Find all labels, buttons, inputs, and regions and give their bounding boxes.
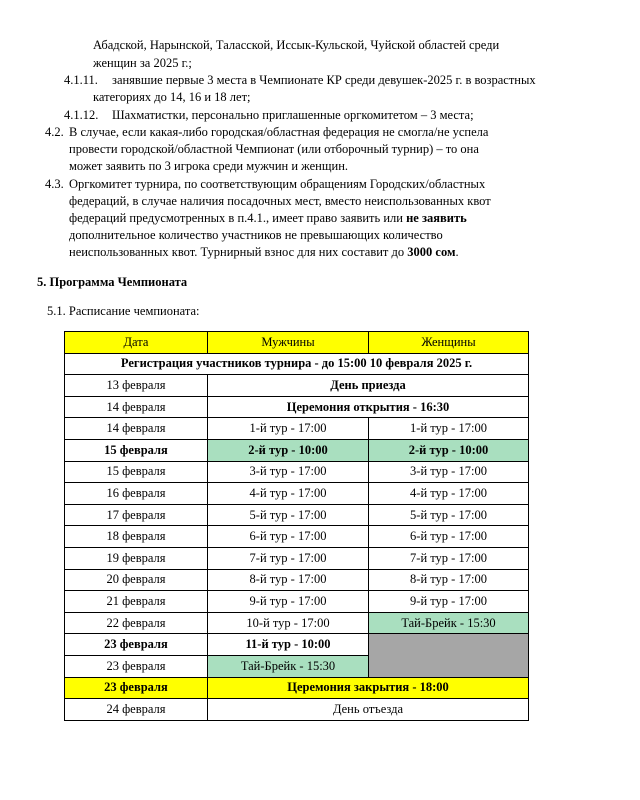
men-cell: 9-й тур - 17:00 bbox=[208, 591, 369, 613]
text-line: федераций, в случае наличия посадочных мест, вместо неиспользованных квот bbox=[69, 194, 491, 208]
header-cell: Женщины bbox=[369, 332, 529, 354]
date-cell: 23 февраля bbox=[65, 634, 208, 656]
header-cell: Мужчины bbox=[208, 332, 369, 354]
women-cell: 8-й тур - 17:00 bbox=[369, 569, 529, 591]
table-row bbox=[65, 375, 529, 397]
women-cell: 5-й тур - 17:00 bbox=[369, 504, 529, 526]
table-row bbox=[65, 547, 529, 569]
text-line: занявшие первые 3 места в Чемпионате КР среди девушек-2025 г. в возрастных bbox=[112, 73, 536, 87]
text-line: женщин за 2025 г.; bbox=[93, 56, 192, 70]
text-line bbox=[69, 244, 459, 260]
men-cell: 3-й тур - 17:00 bbox=[208, 461, 369, 483]
women-cell: 2-й тур - 10:00 bbox=[369, 439, 529, 461]
event-cell: Церемония закрытия - 18:00 bbox=[208, 677, 529, 699]
item-number: 4.1.11. bbox=[64, 73, 98, 87]
event-cell: Церемония открытия - 16:30 bbox=[208, 396, 529, 418]
registration-cell: Регистрация участников турнира - до 15:00 10 февраля 2025 г. bbox=[65, 353, 529, 375]
table-row bbox=[65, 526, 529, 548]
text-line: Оргкомитет турнира, по соответствующим обращениям Городских/областных bbox=[69, 177, 486, 191]
date-cell: 23 февраля bbox=[65, 677, 208, 699]
table-row bbox=[65, 396, 529, 418]
empty-cell bbox=[369, 634, 529, 677]
event-cell: День приезда bbox=[208, 375, 529, 397]
men-cell: 6-й тур - 17:00 bbox=[208, 526, 369, 548]
item-number: 4.2. bbox=[45, 125, 64, 139]
date-cell: 22 февраля bbox=[65, 612, 208, 634]
women-cell: 1-й тур - 17:00 bbox=[369, 418, 529, 440]
men-cell: 7-й тур - 17:00 bbox=[208, 547, 369, 569]
registration-row bbox=[65, 353, 529, 375]
bold-text: не заявить bbox=[406, 211, 467, 225]
table-row bbox=[65, 418, 529, 440]
women-cell: 3-й тур - 17:00 bbox=[369, 461, 529, 483]
table-row bbox=[65, 483, 529, 505]
text-run: федераций предусмотренных в п.4.1., имеет право заявить или bbox=[69, 211, 407, 225]
table-row bbox=[65, 634, 529, 656]
date-cell: 18 февраля bbox=[65, 526, 208, 548]
men-cell: 5-й тур - 17:00 bbox=[208, 504, 369, 526]
text-run: неиспользованных квот. Турнирный взнос для них составит до bbox=[69, 245, 408, 259]
table-row bbox=[65, 504, 529, 526]
item-number: 4.1.12. bbox=[64, 108, 99, 122]
text-line: дополнительное количество участников не превышающих количество bbox=[69, 228, 443, 242]
men-cell: 4-й тур - 17:00 bbox=[208, 483, 369, 505]
event-cell: День отъезда bbox=[208, 699, 529, 721]
section-title: 5. Программа Чемпионата bbox=[37, 275, 188, 289]
table-row bbox=[65, 699, 529, 721]
date-cell: 15 февраля bbox=[65, 461, 208, 483]
table-row bbox=[65, 461, 529, 483]
table-header-row bbox=[65, 332, 529, 354]
date-cell: 14 февраля bbox=[65, 396, 208, 418]
women-cell: 9-й тур - 17:00 bbox=[369, 591, 529, 613]
women-cell: Тай-Брейк - 15:30 bbox=[369, 612, 529, 634]
text-line: Шахматистки, персонально приглашенные оргкомитетом – 3 места; bbox=[112, 108, 474, 122]
women-cell: 6-й тур - 17:00 bbox=[369, 526, 529, 548]
text-line: может заявить по 3 игрока среди мужчин и женщин. bbox=[69, 159, 349, 173]
text-run: . bbox=[455, 245, 459, 259]
text-line bbox=[69, 210, 467, 226]
date-cell: 14 февраля bbox=[65, 418, 208, 440]
date-cell: 17 февраля bbox=[65, 504, 208, 526]
subsection-label: 5.1. Расписание чемпионата: bbox=[47, 304, 200, 318]
bold-text: 3000 сом bbox=[407, 245, 456, 259]
date-cell: 16 февраля bbox=[65, 483, 208, 505]
date-cell: 15 февраля bbox=[65, 439, 208, 461]
date-cell: 24 февраля bbox=[65, 699, 208, 721]
men-cell: 11-й тур - 10:00 bbox=[208, 634, 369, 656]
date-cell: 21 февраля bbox=[65, 591, 208, 613]
header-cell: Дата bbox=[65, 332, 208, 354]
text-line: категориях до 14, 16 и 18 лет; bbox=[93, 90, 251, 104]
item-number: 4.3. bbox=[45, 177, 64, 191]
men-cell: Тай-Брейк - 15:30 bbox=[208, 655, 369, 677]
closing-row bbox=[65, 677, 529, 699]
date-cell: 13 февраля bbox=[65, 375, 208, 397]
table-row bbox=[65, 439, 529, 461]
table-row bbox=[65, 569, 529, 591]
women-cell: 4-й тур - 17:00 bbox=[369, 483, 529, 505]
men-cell: 2-й тур - 10:00 bbox=[208, 439, 369, 461]
table-row bbox=[65, 612, 529, 634]
men-cell: 10-й тур - 17:00 bbox=[208, 612, 369, 634]
text-line: провести городской/областной Чемпионат (или отборочный турнир) – то она bbox=[69, 142, 479, 156]
men-cell: 8-й тур - 17:00 bbox=[208, 569, 369, 591]
text-line: В случае, если какая-либо городская/областная федерация не смогла/не успела bbox=[69, 125, 489, 139]
text-line: Абадской, Нарынской, Таласской, Иссык-Кульской, Чуйской областей среди bbox=[93, 38, 500, 52]
women-cell: 7-й тур - 17:00 bbox=[369, 547, 529, 569]
men-cell: 1-й тур - 17:00 bbox=[208, 418, 369, 440]
date-cell: 19 февраля bbox=[65, 547, 208, 569]
table-row bbox=[65, 591, 529, 613]
date-cell: 23 февраля bbox=[65, 655, 208, 677]
schedule-table bbox=[64, 331, 529, 721]
date-cell: 20 февраля bbox=[65, 569, 208, 591]
